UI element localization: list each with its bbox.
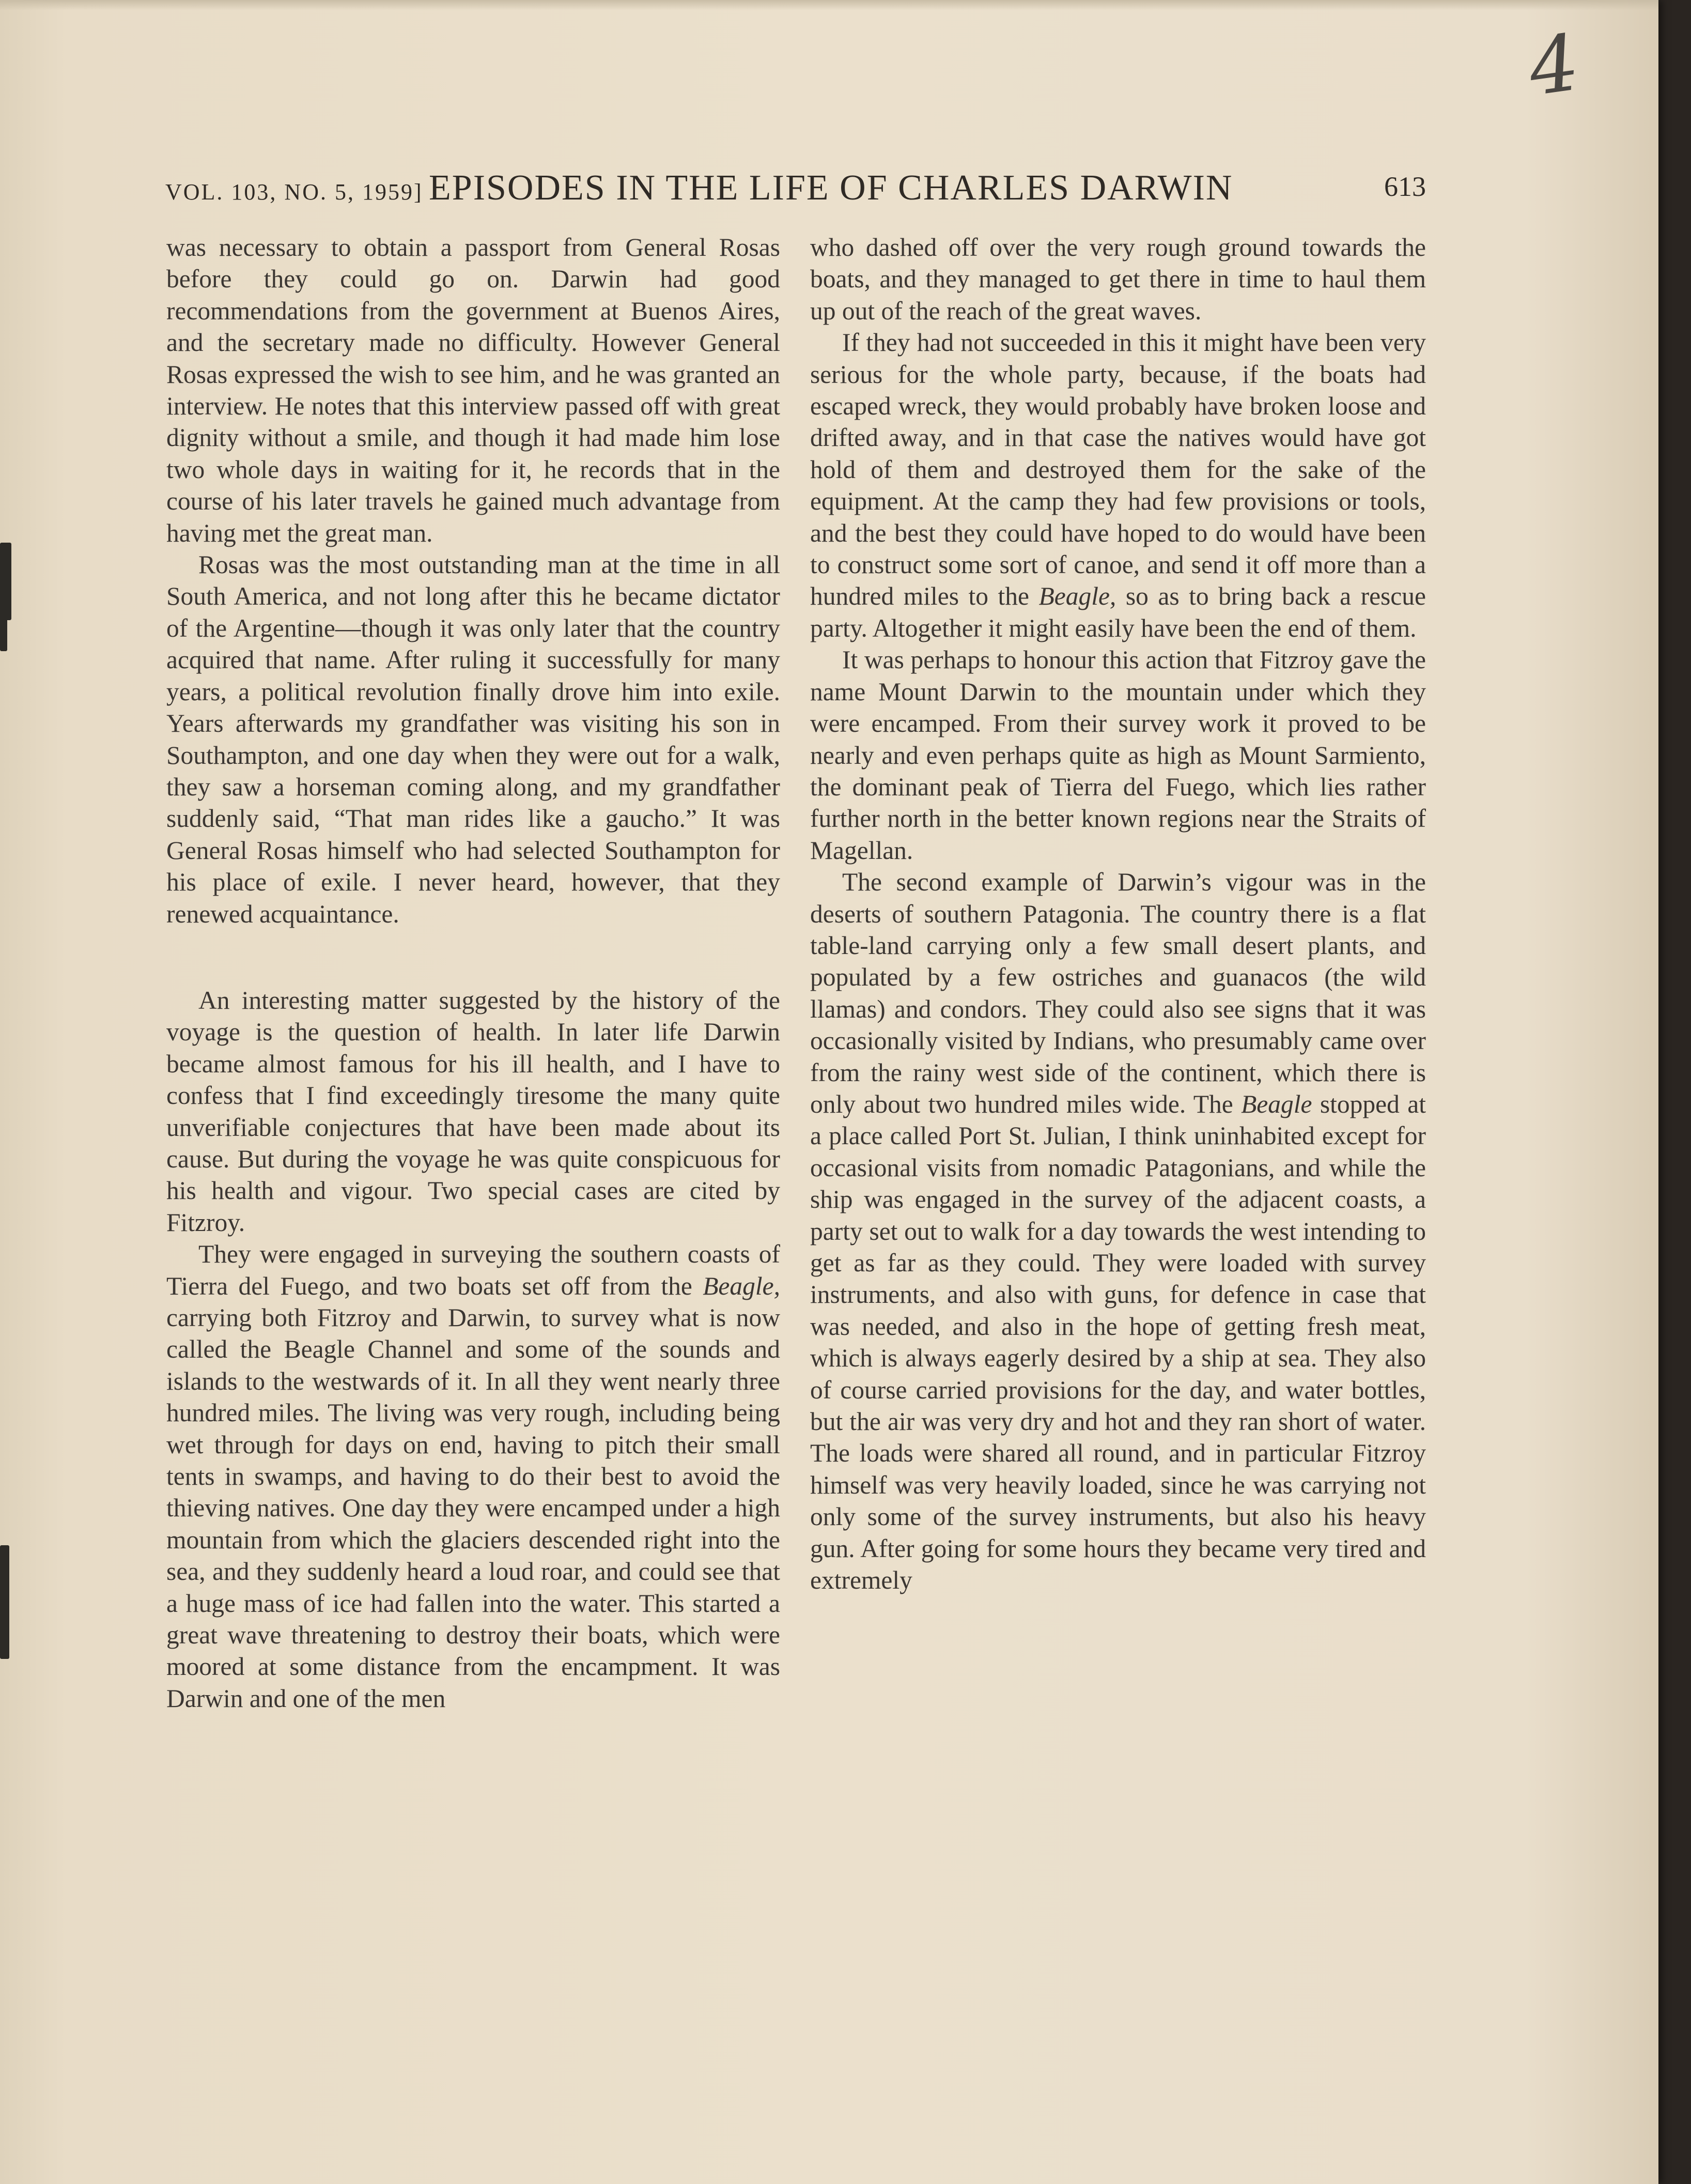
text-run: If they had not succeeded in this it might have been very serious for the whole party, because, if the boats had escaped wreck, they would probably have broken loose and drifted away, and in that case the natives would have got hold of them and destroyed them for the sake of the equipment. At the camp they had few provisions or tools, and the best they could have hoped to do would have been to construct some sort of canoe, and send it off more than a hundred miles to the	[810, 328, 1426, 611]
paragraph	[810, 866, 1426, 1596]
right-column	[810, 232, 1426, 1596]
paragraph	[166, 1238, 780, 1714]
ship-name: Beagle,	[1038, 582, 1116, 611]
paragraph: was necessary to obtain a passport from General Rosas before they could go on. Darwin had good recommendations from the government at Buenos Aires, and the secretary made no difficulty. However General Rosas expressed the wish to see him, and he was granted an interview. He notes that this interview passed off with great dignity without a smile, and though it had made him lose two whole days in waiting for it, he records that in the course of his later travels he gained much advantage from having met the great man.	[166, 233, 780, 547]
text-run: The second example of Darwin’s vigour was in the deserts of southern Patagonia. The country there is a flat table-land carrying only a few small desert plants, and populated by a few ostriches and guanacos (the wild llamas) and condors. They could also see signs that it was occasionally visited by Indians, who presumably came over from the rainy west side of the continent, which there is only about two hundred miles wide. The	[810, 868, 1426, 1118]
left-column	[166, 232, 780, 1714]
page-top-edge	[0, 0, 1658, 10]
volume-reference: VOL. 103, NO. 5, 1959]	[165, 179, 423, 205]
paragraph: who dashed off over the very rough ground towards the boats, and they managed to get there in time to haul them up out of the reach of the great waves.	[810, 233, 1426, 325]
paragraph: It was perhaps to honour this action that Fitzroy gave the name Mount Darwin to the mountain under which they were encamped. From their survey work it proved to be nearly and even perhaps quite as high as Mount Sarmiento, the dominant peak of Tierra del Fuego, which lies rather further north in the better known regions near the Straits of Magellan.	[810, 645, 1426, 865]
article-title: EPISODES IN THE LIFE OF CHARLES DARWIN	[429, 168, 1233, 208]
paragraph: An interesting matter suggested by the history of the voyage is the question of health. In later life Darwin became almost famous for his ill health, and I have to confess that I find exceedingly tiresome the many quite unverifiable conjectures that have been made about its cause. But during the voyage he was quite conspicuous for his health and vigour. Two special cases are cited by Fitzroy.	[166, 986, 780, 1237]
paragraph	[810, 327, 1426, 644]
handwritten-folio-mark: 4	[1523, 18, 1585, 114]
text-run: carrying both Fitzroy and Darwin, to survey what is now called the Beagle Channel and some of the sounds and islands to the westwards of it. In all they went nearly three hundred miles. The living was very rough, including being wet through for days on end, having to pitch their small tents in swamps, and having to do their best to avoid the thieving natives. One day they were encamped under a high mountain from which the glaciers descended right into the sea, and they suddenly heard a loud roar, and could see that a huge mass of ice had fallen into the water. This started a great wave threatening to destroy their boats, which were moored at some distance from the encampment. It was Darwin and one of the men	[166, 1303, 780, 1713]
ship-name: Beagle	[1241, 1089, 1312, 1118]
binding-mark	[0, 594, 7, 651]
text-run: so as to bring back a rescue party. Altogether it might easily have been the end of them.	[810, 582, 1426, 642]
text-run: They were engaged in surveying the southern coasts of Tierra del Fuego, and two boats set off from the	[166, 1240, 780, 1300]
page-number: 613	[1384, 171, 1426, 202]
running-header	[165, 164, 1426, 221]
paragraph: Rosas was the most outstanding man at the time in all South America, and not long after this he became dictator of the Argentine—though it was only later that the country acquired that name. After ruling it successfully for many years, a political revolution finally drove him into exile. Years afterwards my grandfather was visiting his son in Southampton, and one day when they were out for a walk, they saw a horseman coming along, and my grandfather suddenly said, “That man rides like a gaucho.” It was General Rosas himself who had selected Southampton for his place of exile. I never heard, however, that they renewed acquaintance.	[166, 550, 780, 928]
text-run: stopped at a place called Port St. Julian, I think uninhabited except for occasional visits from nomadic Patagonians, and while the ship was engaged in the survey of the adjacent coasts, a party set out to walk for a day towards the west intending to get as far as they could. They were loaded with survey instruments, and also with guns, for defence in case that was needed, and also in the hope of getting fresh meat, which is always eagerly desired by a ship at sea. They also of course carried provisions for the day, and water bottles, but the air was very dry and hot and they ran short of water. The loads were shared all round, and in particular Fitzroy himself was very heavily loaded, since he was carrying not only some of the survey instruments, but also his heavy gun. After going for some hours they became very tired and extremely	[810, 1089, 1426, 1595]
binding-mark	[0, 1545, 9, 1659]
ship-name: Beagle,	[703, 1271, 780, 1300]
